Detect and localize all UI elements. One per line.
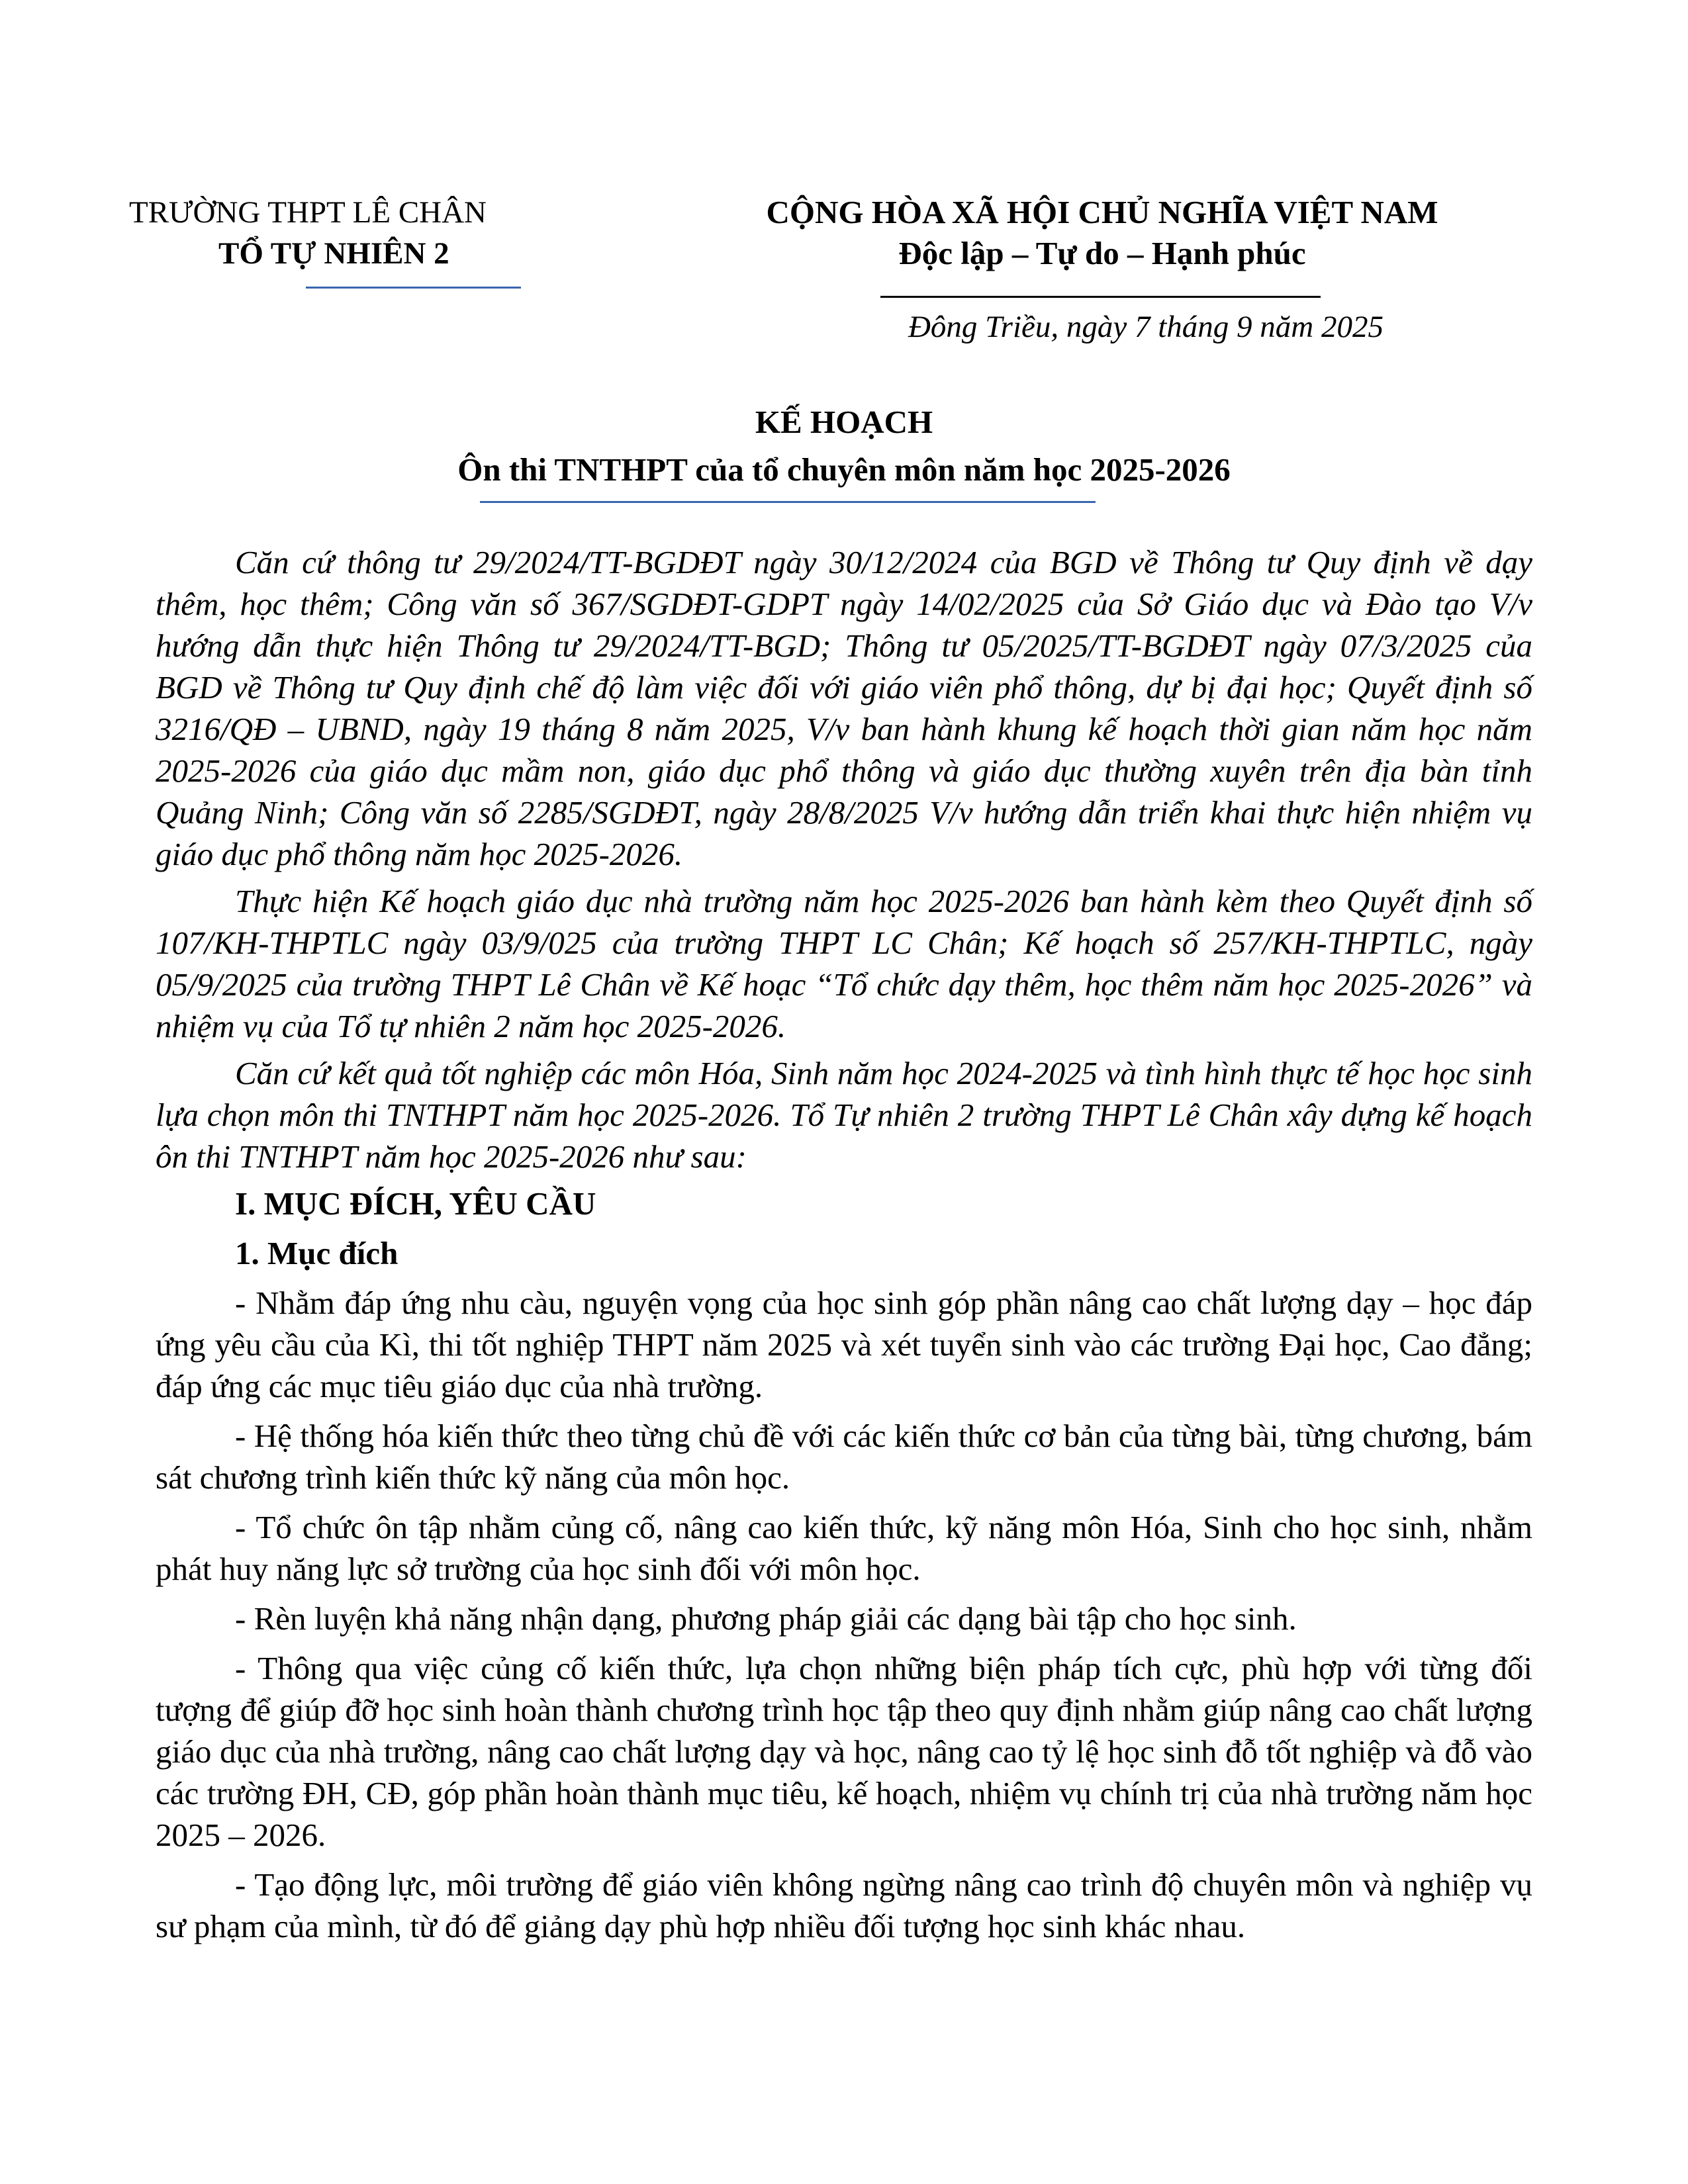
issuer-block bbox=[129, 192, 487, 274]
preamble-paragraph: Thực hiện Kế hoạch giáo dục nhà trường năm học 2025-2026 ban hành kèm theo Quyết định số 107/KH-THPTLC ngày 03/9/025 của trường THPT LC Chân; Kế hoạch số 257/KH-THPTLC, ngày 05/9/2025 của trường THPT Lê Chân về Kế hoạc “Tổ chức dạy thêm, học thêm năm học 2025-2026” và nhiệm vụ của Tổ tự nhiên 2 năm học 2025-2026. bbox=[156, 883, 1532, 1044]
purpose-item: - Tạo động lực, môi trường để giáo viên không ngừng nâng cao trình độ chuyên môn và nghiệp vụ sư phạm của mình, từ đó để giảng dạy phù hợp nhiều đối tượng học sinh khác nhau. bbox=[156, 1866, 1532, 1944]
national-motto: Độc lập – Tự do – Hạnh phúc bbox=[898, 235, 1306, 271]
preamble-paragraph: Căn cứ thông tư 29/2024/TT-BGDĐT ngày 30/12/2024 của BGD về Thông tư Quy định về dạy thêm, học thêm; Công văn số 367/SGDĐT-GDPT ngày 14/02/2025 của Sở Giáo dục và Đào tạo V/v hướng dẫn thực hiện Thông tư 29/2024/TT-BGD; Thông tư 05/2025/TT-BGDĐT ngày 07/3/2025 của BGD về Thông tư Quy định chế độ làm việc đối với giáo viên phổ thông, dự bị đại học; Quyết định số 3216/QĐ – UBND, ngày 19 tháng 8 năm 2025, V/v ban hành khung kế hoạch thời gian năm học năm 2025-2026 của giáo dục mầm non, giáo dục phổ thông và giáo dục thường xuyên trên địa bàn tỉnh Quảng Ninh; Công văn số 2285/SGDĐT, ngày 28/8/2025 V/v hướng dẫn triển khai thực hiện nhiệm vụ giáo dục phổ thông năm học 2025-2026. bbox=[156, 544, 1532, 872]
section-heading: I. MỤC ĐÍCH, YÊU CẦU bbox=[235, 1185, 596, 1222]
school-name: TRƯỜNG THPT LÊ CHÂN bbox=[129, 195, 487, 230]
document-title bbox=[156, 398, 1532, 494]
date-place: Đông Triều, ngày 7 tháng 9 năm 2025 bbox=[908, 310, 1383, 344]
purpose-item: - Rèn luyện khả năng nhận dạng, phương pháp giải các dạng bài tập cho học sinh. bbox=[235, 1600, 1297, 1637]
subsection-heading: 1. Mục đích bbox=[235, 1235, 399, 1271]
title-sub: Ôn thi TNTHPT của tổ chuyên môn năm học 2025-2026 bbox=[457, 451, 1231, 488]
title-underline bbox=[480, 501, 1096, 503]
issuer-underline bbox=[306, 287, 521, 289]
motto-underline bbox=[880, 296, 1321, 298]
department-name: TỔ TỰ NHIÊN 2 bbox=[218, 236, 449, 271]
purpose-item: - Nhằm đáp ứng nhu càu, nguyện vọng của học sinh góp phần nâng cao chất lượng dạy – học đáp ứng yêu cầu của Kì, thi tốt nghiệp THPT năm 2025 và xét tuyển sinh vào các trường Đại học, Cao đẳng; đáp ứng các mục tiêu giáo dục của nhà trường. bbox=[156, 1285, 1532, 1404]
purpose-item: - Hệ thống hóa kiến thức theo từng chủ đề với các kiến thức cơ bản của từng bài, từng chương, bám sát chương trình kiến thức kỹ năng của môn học. bbox=[156, 1418, 1532, 1496]
document-body bbox=[156, 541, 1532, 1955]
preamble-paragraph: Căn cứ kết quả tốt nghiệp các môn Hóa, Sinh năm học 2024-2025 và tình hình thực tế học học sinh lựa chọn môn thi TNTHPT năm học 2025-2026. Tổ Tự nhiên 2 trường THPT Lê Chân xây dựng kế hoạch ôn thi TNTHPT năm học 2025-2026 như sau: bbox=[156, 1055, 1532, 1175]
nation-name: CỘNG HÒA XÃ HỘI CHỦ NGHĨA VIỆT NAM bbox=[766, 194, 1438, 230]
purpose-item: - Tổ chức ôn tập nhằm củng cố, nâng cao kiến thức, kỹ năng môn Hóa, Sinh cho học sinh, nhằm phát huy năng lực sở trường của học sinh đối với môn học. bbox=[156, 1509, 1532, 1587]
purpose-item: - Thông qua việc củng cố kiến thức, lựa chọn những biện pháp tích cực, phù hợp với từng đối tượng để giúp đỡ học sinh hoàn thành chương trình học tập theo quy định nhằm giúp nâng cao chất lượng giáo dục của nhà trường, nâng cao chất lượng dạy và học, nâng cao tỷ lệ học sinh đỗ tốt nghiệp và đỗ vào các trường ĐH, CĐ, góp phần hoàn thành mục tiêu, kế hoạch, nhiệm vụ chính trị của nhà trường năm học 2025 – 2026. bbox=[156, 1650, 1532, 1853]
national-header bbox=[738, 192, 1466, 274]
title-main: KẾ HOẠCH bbox=[755, 404, 933, 440]
